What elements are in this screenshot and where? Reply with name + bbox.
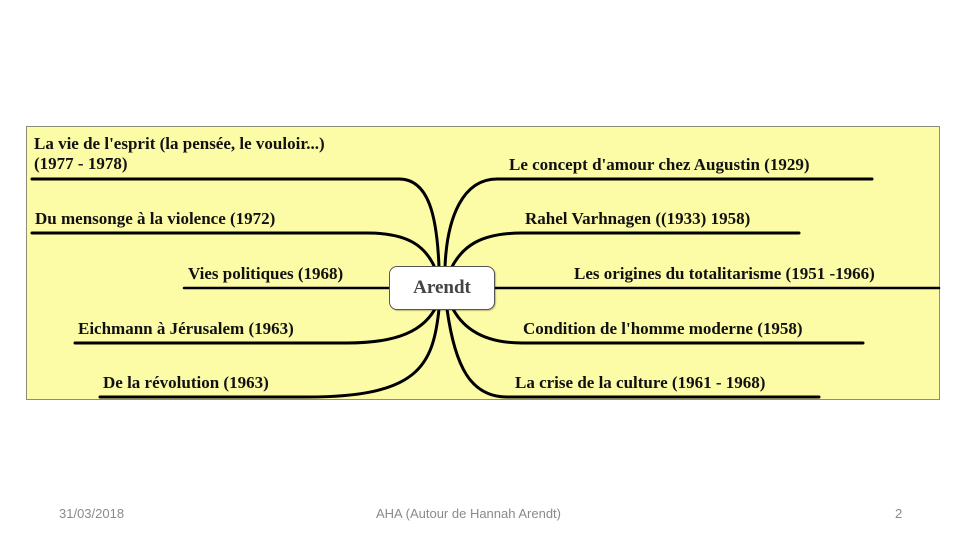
footer-title: AHA (Autour de Hannah Arendt) bbox=[376, 506, 562, 521]
branch-les-origines-du-totalitarisme: Les origines du totalitarisme (1951 -1966) bbox=[574, 264, 875, 283]
branch-de-la-revolution: De la révolution (1963) bbox=[103, 373, 269, 392]
branch-du-mensonge-a-la-violence: Du mensonge à la violence (1972) bbox=[35, 209, 276, 228]
branch-la-vie-de-l-esprit: La vie de l'esprit (la pensée, le vouloir...) (1977 - 1978) bbox=[34, 134, 325, 173]
branch-eichmann-a-jerusalem: Eichmann à Jérusalem (1963) bbox=[78, 319, 294, 338]
center-node bbox=[389, 266, 495, 310]
mind-map bbox=[26, 126, 940, 400]
branch-rahel-varhnagen: Rahel Varhnagen ((1933) 1958) bbox=[525, 209, 751, 228]
branch-vies-politiques: Vies politiques (1968) bbox=[188, 264, 344, 283]
branch-le-concept-d-amour: Le concept d'amour chez Augustin (1929) bbox=[509, 155, 810, 174]
branch-la-crise-de-la-culture: La crise de la culture (1961 - 1968) bbox=[515, 373, 766, 392]
footer-page-number: 2 bbox=[895, 506, 903, 521]
branch-condition-de-l-homme-moderne: Condition de l'homme moderne (1958) bbox=[523, 319, 803, 338]
footer-date: 31/03/2018 bbox=[59, 506, 125, 521]
center-node-label: Arendt bbox=[413, 277, 471, 298]
